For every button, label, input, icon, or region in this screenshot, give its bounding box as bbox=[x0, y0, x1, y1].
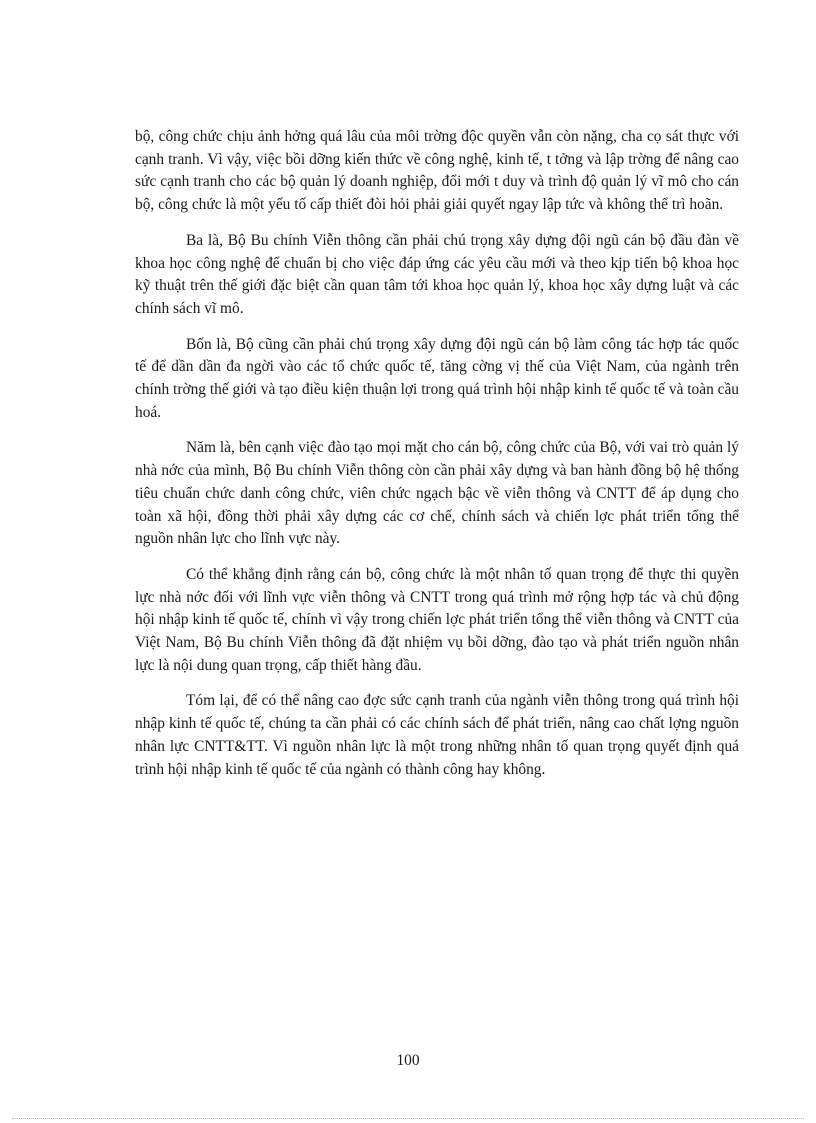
paragraph-ba-la: Ba là, Bộ Bu chính Viễn thông cần phải chú trọng xây dựng đội ngũ cán bộ đầu đàn về khoa học công nghệ để chuẩn bị cho việc đáp ứng các yêu cầu mới và theo kịp tiến bộ khoa học kỹ thuật trên thế giới đặc biệt cần quan tâm tới khoa học quản lý, khoa học xây dựng luật và các chính sách vĩ mô. bbox=[135, 231, 739, 317]
page-bottom-divider bbox=[12, 1118, 804, 1119]
document-body bbox=[135, 126, 739, 794]
page-number: 100 bbox=[396, 1052, 420, 1069]
paragraph-nam-la: Năm là, bên cạnh việc đào tạo mọi mặt cho cán bộ, công chức của Bộ, với vai trò quản lý nhà nớc của mình, Bộ Bu chính Viễn thông còn cần phải xây dựng và ban hành đồng bộ hệ thống tiêu chuẩn chức danh công chức, viên chức ngạch bậc về viễn thông và CNTT để áp dụng cho toàn xã hội, đồng thời phải xây dựng các cơ chế, chính sách và chiến lợc phát triển tổng thể nguồn nhân lực cho lĩnh vực này. bbox=[135, 439, 739, 548]
paragraph-tom-lai: Tóm lại, để có thể nâng cao đợc sức cạnh tranh của ngành viễn thông trong quá trình hội nhập kinh tế quốc tế, chúng ta cần phải có các chính sách để phát triển, nâng cao chất lợng nguồn nhân lực CNTT&TT. Vì nguồn nhân lực là một trong những nhân tố quan trọng quyết định quá trình hội nhập kinh tế quốc tế của ngành có thành công hay không. bbox=[135, 692, 739, 778]
paragraph-continuation: bộ, công chức chịu ảnh hởng quá lâu của môi trờng độc quyền vẫn còn nặng, cha cọ sát thực với cạnh tranh. Vì vậy, việc bồi dỡng kiến thức về công nghệ, kinh tế, t tởng và lập trờng để nâng cao sức cạnh tranh cho các bộ quản lý doanh nghiệp, đổi mới t duy và trình độ quản lý vĩ mô cho cán bộ, công chức là một yếu tố cấp thiết đòi hỏi phải giải quyết ngay lập tức và không thể trì hoãn. bbox=[135, 128, 739, 214]
paragraph-co-the-khang-dinh: Có thể khẳng định rằng cán bộ, công chức là một nhân tố quan trọng để thực thi quyền lực nhà nớc đối với lĩnh vực viễn thông và CNTT trong quá trình mở rộng hợp tác và chủ động hội nhập kinh tế quốc tế, chính vì vậy trong chiến lợc phát triển tổng thể viễn thông và CNTT của Việt Nam, Bộ Bu chính Viễn thông đã đặt nhiệm vụ bồi dỡng, đào tạo và phát triển nguồn nhân lực là nội dung quan trọng, cấp thiết hàng đầu. bbox=[135, 565, 739, 674]
paragraph-bon-la: Bốn là, Bộ cũng cần phải chú trọng xây dựng đội ngũ cán bộ làm công tác hợp tác quốc tế để dần dần đa ngời vào các tổ chức quốc tế, tăng cờng vị thế của Việt Nam, của ngành trên chính trờng thế giới và tạo điều kiện thuận lợi trong quá trình hội nhập kinh tế quốc tế và toàn cầu hoá. bbox=[135, 335, 739, 421]
